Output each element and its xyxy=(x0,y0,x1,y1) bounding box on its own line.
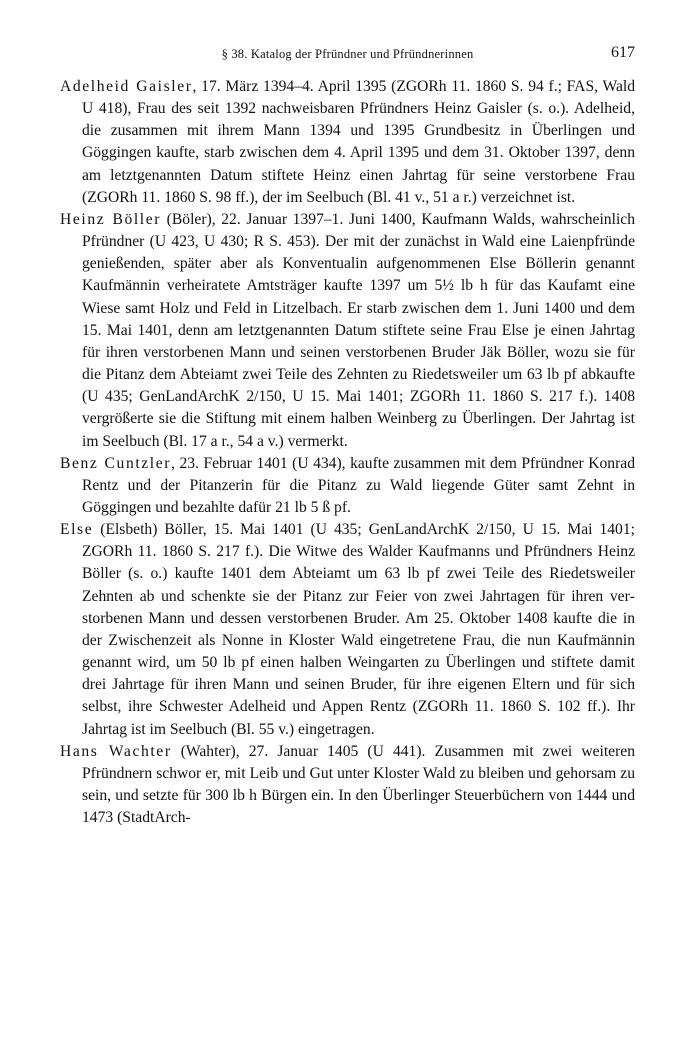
entry-text: (Wahter), 27. Januar 1405 (U 441). Zusammen mit zwei weiteren Pfründnern schwor er, mit Leib und Gut unter Kloster Wald zu bleiben und gehorsam zu sein, und setzte für 300 lb h Bürgen ein. In den Überlinger Steuerbüchern von 1444 und 1473 (StadtArch- xyxy=(82,742,635,827)
catalog-entry xyxy=(60,209,635,453)
catalog-entry xyxy=(60,76,635,209)
running-title: § 38. Katalog der Pfründner und Pfründnerinnen xyxy=(221,47,474,61)
entry-name: Hans Wachter xyxy=(60,742,172,760)
page-number: 617 xyxy=(611,44,635,61)
entry-text: , 17. März 1394–4. April 1395 (ZGORh 11. 1860 S. 94 f.; FAS, Wald U 418), Frau des seit 1392 nachweisbaren Pfründners Heinz Gaisler (s. o.). Adelheid, die zusammen mit ihrem Mann 1394 und 1395 Grundbesitz in Überlingen und Göggingen kaufte, starb zwischen dem 4. April 1395 und dem 31. Oktober 1397, denn am letztgenannten Datum stiftete Heinz einen Jahrtag für seine verstorbene Frau (ZGORh 11. 1860 S. 98 ff.), der im Seelbuch (Bl. 41 v., 51 a r.) verzeichnet ist. xyxy=(82,78,635,206)
catalog-body xyxy=(60,76,635,829)
entry-name: Else xyxy=(60,521,94,539)
entry-name: Heinz Böller xyxy=(60,210,162,228)
catalog-entry xyxy=(60,519,635,741)
entry-name: Adelheid Gaisler xyxy=(60,78,193,95)
catalog-entry xyxy=(60,741,635,830)
running-head xyxy=(60,44,635,66)
entry-text: , 23. Februar 1401 (U 434), kaufte zusammen mit dem Pfründner Konrad Rentz und der Pitanzerin für die Pitanz zu Wald liegende Güter samt Zehnt in Göggingen und bezahlte dafür 21 lb 5 ß pf. xyxy=(82,454,635,516)
catalog-entry xyxy=(60,453,635,519)
entry-text: (Böler), 22. Januar 1397–1. Juni 1400, Kaufmann Walds, wahrscheinlich Pfründner (U 423, U 430; R S. 453). Der mit der zunächst in Wald eine Laienpfründe genießenden, später aber als Konventualin aufgenommenen Else Böllerin genannt Kaufmännin verheiratete Amtsträger kaufte 1397 um 5½ lb h für das Kaufamt eine Wiese samt Holz und Feld in Litzelbach. Er starb zwischen dem 1. Juni 1400 und dem 15. Mai 1401, denn am letztgenannten Datum stiftete seine Frau Else je einen Jahrtag für ihren verstorbenen Mann und seinen verstorbenen Bruder Jäk Böller, wozu sie für die Pitanz dem Abteiamt zwei Teile des Zehnten zu Riedetsweiler um 63 lb pf abkaufte (U 435; GenLandArchK 2/150, U 15. Mai 1401; ZGORh 11. 1860 S. 217 f.). 1408 vergrößerte sie die Stiftung mit einem halben Weinberg zu Überlingen. Der Jahrtag ist im Seelbuch (Bl. 17 a r., 54 a v.) vermerkt. xyxy=(82,210,635,450)
entry-name: Benz Cuntzler xyxy=(60,454,172,472)
entry-text: (Elsbeth) Böller, 15. Mai 1401 (U 435; GenLandArchK 2/150, U 15. Mai 1401; ZGORh 11. 1860 S. 217 f.). Die Witwe des Walder Kaufmanns und Pfründners Heinz Böller (s. o.) kaufte 1401 dem Abteiamt um 63 lb pf zwei Teile des Riedetsweiler Zehnten ab und schenkte sie der Pitanz zur Feier von zwei Jahrtagen für ihren verstorbenen Mann und dessen verstorbenen Bruder. Am 25. Oktober 1408 kaufte die in der Zwischenzeit als Nonne in Kloster Wald eingetretene Frau, die nun Kaufmännin genannt wird, um 50 lb pf einen halben Weingarten zu Überlingen und stiftete damit drei Jahrtage für ihren Mann und seinen Bruder, für ihre eigenen Eltern und für sich selbst, ihre Schwester Adelheid und Appen Rentz (ZGORh 11. 1860 S. 102 ff.). Ihr Jahrtag ist im Seelbuch (Bl. 55 v.) eingetragen. xyxy=(82,521,635,738)
